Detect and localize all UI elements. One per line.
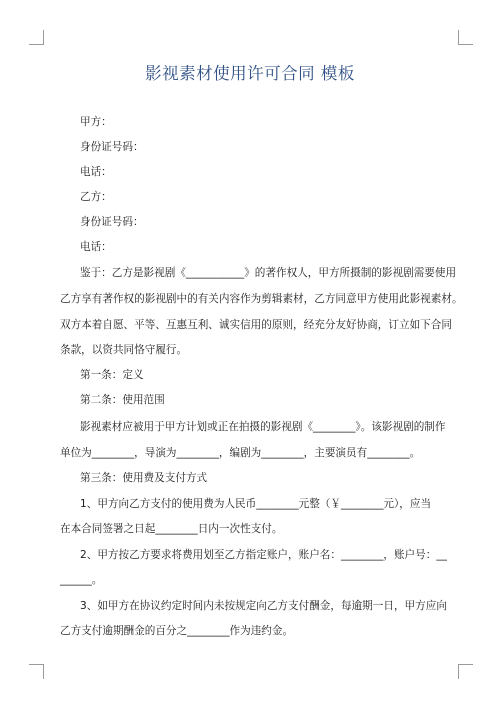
payment-clause-3-line-1: 3、如甲方在协议约定时间内未按规定向乙方支付酬金，每逾期一日，甲方应向 bbox=[80, 600, 447, 612]
party-b-line: 乙方： bbox=[80, 191, 112, 203]
recital-line-1: 鉴于：乙方是影视剧《___________》的著作权人，甲方所摄制的影视剧需要使用 bbox=[80, 267, 457, 279]
crop-mark-top-right bbox=[458, 30, 473, 45]
usage-scope-line-1: 影视素材应被用于甲方计划或正在拍摄的影视剧《________》。该影视剧的制作 bbox=[80, 421, 446, 433]
party-a-line: 甲方： bbox=[80, 116, 112, 128]
recital-line-3: 双方本着自愿、平等、互惠互利、诚实信用的原则，经充分友好协商，订立如下合同 bbox=[60, 319, 452, 331]
party-b-phone-line: 电话： bbox=[80, 241, 112, 253]
payment-clause-2-line-2: ______。 bbox=[60, 574, 103, 586]
crop-mark-bottom-left bbox=[29, 664, 44, 679]
recital-line-4: 条款，以资共同恪守履行。 bbox=[60, 344, 188, 356]
payment-clause-3-line-2: 乙方支付逾期酬金的百分之________作为违约金。 bbox=[60, 625, 294, 637]
payment-clause-2-line-1: 2、甲方按乙方要求将费用划至乙方指定账户，账户名：________，账户号：__ bbox=[80, 549, 447, 561]
party-a-id-line: 身份证号码： bbox=[80, 141, 144, 153]
party-a-phone-line: 电话： bbox=[80, 166, 112, 178]
recital-line-2: 乙方享有著作权的影视剧中的有关内容作为剪辑素材，乙方同意甲方使用此影视素材。 bbox=[60, 293, 463, 305]
crop-mark-top-left bbox=[29, 30, 44, 45]
document-title: 影视素材使用许可合同 模板 bbox=[145, 64, 355, 83]
party-b-id-line: 身份证号码： bbox=[80, 216, 144, 228]
article-3-heading: 第三条：使用费及支付方式 bbox=[80, 472, 208, 484]
crop-mark-bottom-right bbox=[458, 664, 473, 679]
payment-clause-1-line-2: 在本合同签署之日起________日内一次性支付。 bbox=[60, 523, 283, 535]
article-1-heading: 第一条：定义 bbox=[80, 369, 144, 381]
article-2-heading: 第二条：使用范围 bbox=[80, 394, 165, 406]
payment-clause-1-line-1: 1、甲方向乙方支付的使用费为人民币________元整（￥________元），应当 bbox=[80, 498, 432, 510]
usage-scope-line-2: 单位为________，导演为________，编剧为________，主要演员有________。 bbox=[60, 447, 421, 459]
